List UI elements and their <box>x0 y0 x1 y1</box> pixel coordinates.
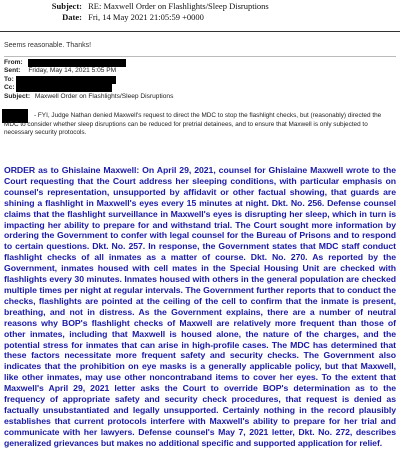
header-date: Fri, 14 May 2021 21:05:59 +0000 <box>88 12 204 22</box>
court-order-text: ORDER as to Ghislaine Maxwell: On April 29, 2021, counsel for Ghislaine Maxwell wrote to the Court requesting that the Court address her sleeping conditions, with particular emphasis on counsel's representation, unsupported by affidavit or other factual showing, that guards are shining a flashlight in Maxwell's eyes every 15 minutes at night. Dkt. No. 256. Defense counsel claims that the flashlight surveillance in Maxwell's eyes is disrupting her sleep, which in turn is impacting her ability to prepare for and withstand trial. The Court sought more information by ordering the Government to confer with legal counsel for the Bureau of Prisons and to respond to certain questions. Dkt. No. 257. In response, the Government states that MDC staff conduct flashlight checks of all inmates as a matter of course. Dkt. No. 270. As reported by the Government, inmates housed with cell mates in the Special Housing Unit are checked with flashlights every 30 minutes. Inmates housed with others in the general population are checked multiple times per night at regular intervals. The Government further reports that to conduct the checks, flashlights are pointed at the ceiling of the cell to confirm that the inmate is present, breathing, and not in distress. As the Government explains, there are a number of neutral reasons why BOP's flashlight checks of Maxwell are relatively more frequent than those of other inmates, including that Maxwell is housed alone, the nature of the charges, and the potential stress for inmates that can arise in high-profile cases. The MDC has determined that these factors necessitate more frequent safety and security checks. The Government also indicates that the prohibition on eye masks is a generally applicable policy, but that Maxwell, like other inmates, may use other noncontraband items to cover her eyes. To the extent that Maxwell's April 29, 2021 letter asks the Court to override BOP's determination as to the frequency of appropriate safety and security check procedures, that request is denied as factually unsubstantiated and legally unsupported. Certainly nothing in the record plausibly establishes that current protocols interfere with Maxwell's ability to prepare for her trial and communicate with her lawyers. Defense counsel's May 7, 2021 letter, Dkt. No. 272, describes generalized grievances but makes no additional specific and supported application for relief. <box>4 165 396 448</box>
forwarded-message-body: - FYI, Judge Nathan denied Maxwell's request to direct the MDC to stop the flashlight checks, but (reasonably) directed the MDC to consider whether sleep disruptions can be reduced for pretrial detainees, and to ensure that Maxwell is only subjected to necessary security protocols. <box>4 112 382 137</box>
header-subject-row <box>34 1 269 12</box>
forwarded-subject-label: Subject: <box>4 92 31 100</box>
header-date-row <box>34 12 269 23</box>
from-label: From: <box>4 59 23 66</box>
date-label: Date: <box>62 12 82 22</box>
header-divider <box>0 31 400 32</box>
forwarded-cc-row <box>4 84 173 92</box>
forwarded-from-row <box>4 59 173 67</box>
email-header <box>34 1 269 23</box>
forwarded-sent: Friday, May 14, 2021 5:05 PM <box>28 67 117 75</box>
forward-divider <box>4 56 396 57</box>
sent-label: Sent: <box>4 67 21 75</box>
redaction-block <box>28 59 126 67</box>
forwarded-subject: Maxwell Order on Flashlights/Sleep Disruptions <box>34 92 174 100</box>
redaction-block <box>16 84 112 92</box>
forwarded-header <box>4 59 173 101</box>
reply-body: Seems reasonable. Thanks! <box>4 42 92 49</box>
subject-label: Subject: <box>51 1 82 11</box>
to-label: To: <box>4 75 14 83</box>
forwarded-sent-row <box>4 67 173 75</box>
redaction-block <box>16 76 116 84</box>
forwarded-subject-row <box>4 93 173 101</box>
cc-label: Cc: <box>4 84 15 92</box>
forwarded-to-row <box>4 76 173 84</box>
header-subject: RE: Maxwell Order on Flashlights/Sleep Disruptions <box>88 1 269 11</box>
